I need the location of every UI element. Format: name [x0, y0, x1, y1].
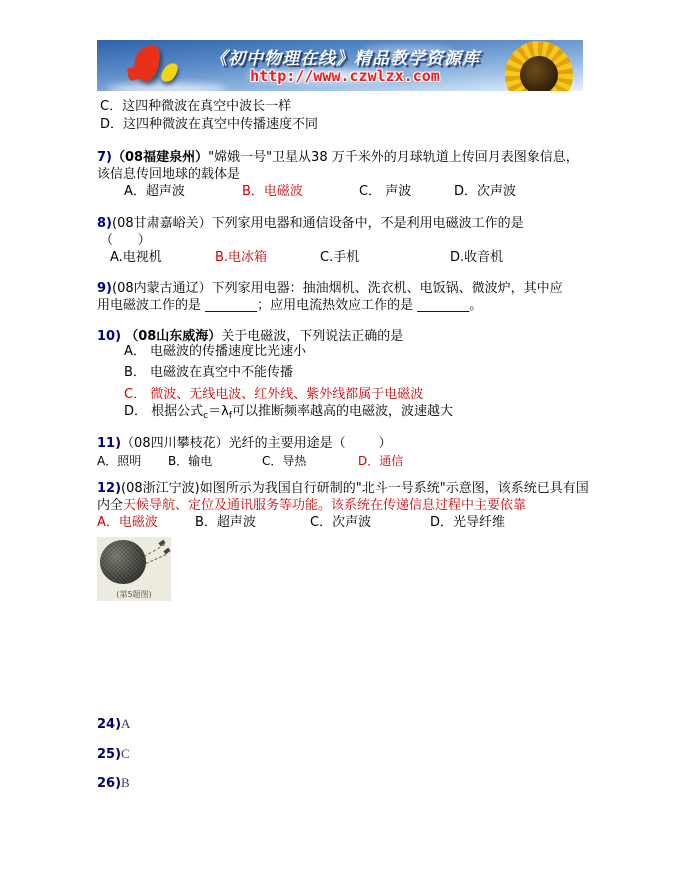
q10-option-d-pre: D． 根据公式: [124, 404, 204, 419]
q10-formula-f: f: [228, 411, 232, 421]
prev-option-c: C．这四种微波在真空中波长一样: [100, 99, 292, 114]
q7-option-c: C． 声波: [359, 184, 412, 199]
q7-option-a: A．超声波: [124, 184, 185, 199]
q8-option-a: A.电视机: [110, 250, 162, 265]
answer-26-number: 26): [97, 776, 122, 791]
cloud-decoration: [107, 84, 227, 91]
question-10-line1: [97, 329, 672, 345]
q11-option-c: C．导热: [262, 454, 307, 468]
question-7-line1: [97, 150, 672, 166]
q10-formula-c: c: [203, 411, 209, 421]
prev-option-d: D．这四种微波在真空中传播速度不同: [100, 117, 319, 132]
question-12-number: 12): [97, 481, 122, 496]
q10-option-d: [124, 404, 680, 424]
question-11-line1: [97, 436, 672, 452]
question-9-number: 9): [97, 281, 112, 296]
question-8-text: 下列家用电器和通信设备中，不是利用电磁波工作的是: [211, 216, 524, 231]
q12-option-a-answer: A．电磁波: [97, 515, 158, 530]
answer-25-number: 25): [97, 747, 122, 762]
q10-option-a: A． 电磁波的传播速度比光速小: [124, 344, 307, 359]
question-10-source: （08山东威海）: [125, 329, 222, 344]
q12-line2-red: 天候导航、定位及通讯服务等功能。该系统在传递信息过程中主要依靠: [123, 498, 527, 513]
q12-line2-black: 内全: [97, 498, 124, 513]
q8-option-c: C.手机: [320, 250, 360, 265]
q10-formula-eq: ＝λ: [208, 404, 229, 419]
q8-option-b-answer: B.电冰箱: [215, 250, 268, 265]
question-11-options: [97, 453, 672, 469]
answer-24-letter: A: [121, 716, 131, 731]
answer-25-letter: C: [121, 746, 130, 761]
q11-option-a: A．照明: [97, 454, 142, 468]
question-10-text: 关于电磁波，下列说法正确的是: [221, 329, 404, 344]
question-12-text: 如图所示为我国自行研制的"北斗一号系统"示意图，该系统已具有国: [199, 481, 589, 496]
q10-option-d-post: 可以推断频率越高的电磁波，波速越大: [231, 404, 453, 419]
question-8-source: (08甘肃嘉峪关）: [112, 216, 212, 231]
question-10-number: 10): [97, 329, 122, 344]
question-8-number: 8): [97, 216, 112, 231]
site-banner: [97, 40, 583, 91]
q12-option-d: D．光导纤维: [430, 515, 506, 530]
question-12-line1: [97, 481, 672, 497]
question-11-text: 光纤的主要用途是（ ）: [228, 436, 392, 451]
earth-globe-image: [100, 540, 146, 584]
answer-26-letter: B: [121, 775, 130, 790]
question-7-options: [97, 184, 672, 200]
answer-24-number: 24): [97, 717, 122, 732]
q7-option-b-answer: B．电磁波: [242, 184, 303, 199]
question-8-line1: [97, 216, 672, 232]
q8-option-d: D.收音机: [450, 250, 504, 265]
question-8-options: [97, 250, 672, 266]
q11-option-d-answer: D．通信: [358, 454, 404, 468]
question-9-line2: 用电磁波工作的是 ________；应用电流热效应工作的是 ________。: [97, 298, 483, 313]
question-7-number: 7): [97, 150, 112, 165]
answer-row-25: [97, 746, 130, 762]
question-12-line2: [97, 498, 672, 514]
question-12-source: (08浙江宁波): [121, 481, 200, 496]
satellite-icon: [163, 548, 170, 555]
question-11-source: （08四川攀枝花）: [121, 436, 229, 451]
question-9-line1: [97, 281, 672, 297]
question-11-number: 11): [97, 436, 122, 451]
answer-row-24: [97, 716, 130, 732]
answer-row-26: [97, 775, 130, 791]
question-9-source: (08内蒙古通辽）: [112, 281, 212, 296]
question-7-text: "嫦娥一号"卫星从38 万千米外的月球轨道上传回月表图象信息，: [208, 150, 579, 165]
q12-option-b: B．超声波: [195, 515, 256, 530]
q10-option-b: B． 电磁波在真空中不能传播: [124, 365, 294, 380]
question-7-line2: 该信息传回地球的载体是: [97, 167, 241, 182]
q11-option-b: B．输电: [168, 454, 213, 468]
site-logo-icon: [132, 43, 162, 83]
q7-option-d: D．次声波: [454, 184, 517, 199]
question-9-text: 下列家用电器：抽油烟机、洗衣机、电饭锅、微波炉，其中应: [211, 281, 563, 296]
beidou-satellite-figure: [97, 537, 171, 601]
site-title: 《初中物理在线》精品教学资源库: [210, 49, 480, 69]
q12-option-c: C．次声波: [310, 515, 372, 530]
question-7-source: （08福建泉州）: [112, 150, 209, 165]
figure-caption: (第5题图): [116, 590, 152, 599]
q10-option-c-answer: C． 微波、无线电波、红外线、紫外线都属于电磁波: [124, 387, 424, 402]
question-12-options: [97, 515, 672, 531]
question-8-line2: （ ）: [100, 233, 151, 248]
site-url-link[interactable]: http://www.czwlzx.com: [250, 67, 440, 85]
